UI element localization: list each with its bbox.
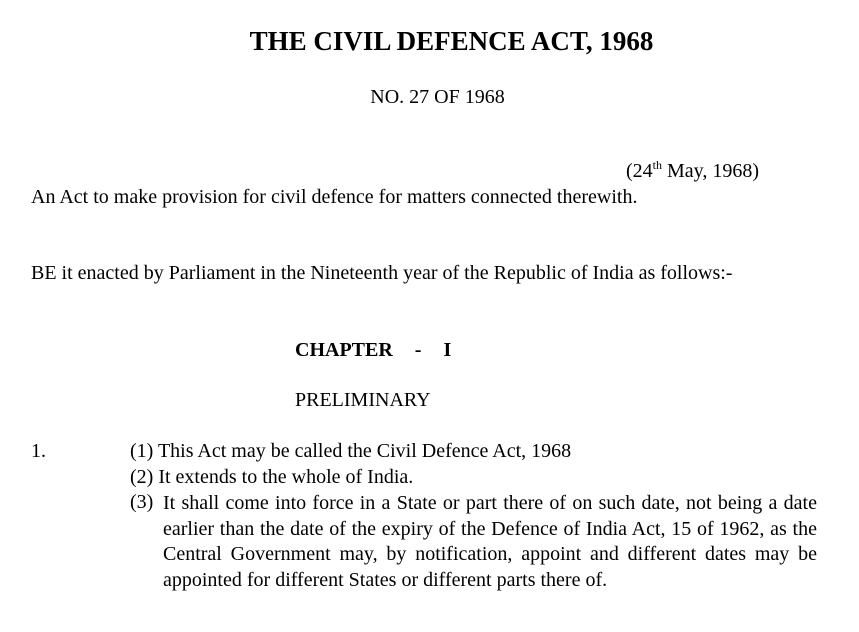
act-title: THE CIVIL DEFENCE ACT, 1968: [249, 26, 654, 56]
act-date-superscript: th: [652, 158, 663, 172]
chapter-label: CHAPTER: [295, 339, 393, 361]
clause-3-label: (3): [130, 491, 154, 513]
act-number: NO. 27 OF 1968: [370, 86, 505, 108]
chapter-title: PRELIMINARY: [295, 389, 431, 411]
long-title: An Act to make provision for civil defence for matters connected therewith.: [31, 186, 638, 208]
section-number: 1.: [31, 440, 46, 462]
act-date: [626, 158, 759, 183]
clause-1: [130, 440, 571, 463]
chapter-numeral: I: [443, 339, 452, 361]
clause-2: [130, 466, 413, 489]
clause-1-text: This Act may be called the Civil Defence Act, 1968: [157, 440, 572, 462]
chapter-heading: [295, 339, 451, 362]
act-date-prefix: (24: [626, 160, 653, 182]
act-date-suffix: May, 1968): [662, 160, 760, 182]
clause-2-text: It extends to the whole of India.: [158, 466, 414, 488]
enacting-formula: BE it enacted by Parliament in the Nineteenth year of the Republic of India as follows:-: [31, 262, 733, 284]
clause-3-text: It shall come into force in a State or part there of on such date, not being a date earlier than the date of the expiry of the Defence of India Act, 15 of 1962, as the Central Government may, by notification, appoint and different dates may be appointed for different States or different parts there of.: [163, 492, 817, 591]
clause-1-label: (1): [130, 440, 154, 462]
clause-2-label: (2): [130, 466, 154, 488]
chapter-dash: -: [414, 339, 422, 361]
